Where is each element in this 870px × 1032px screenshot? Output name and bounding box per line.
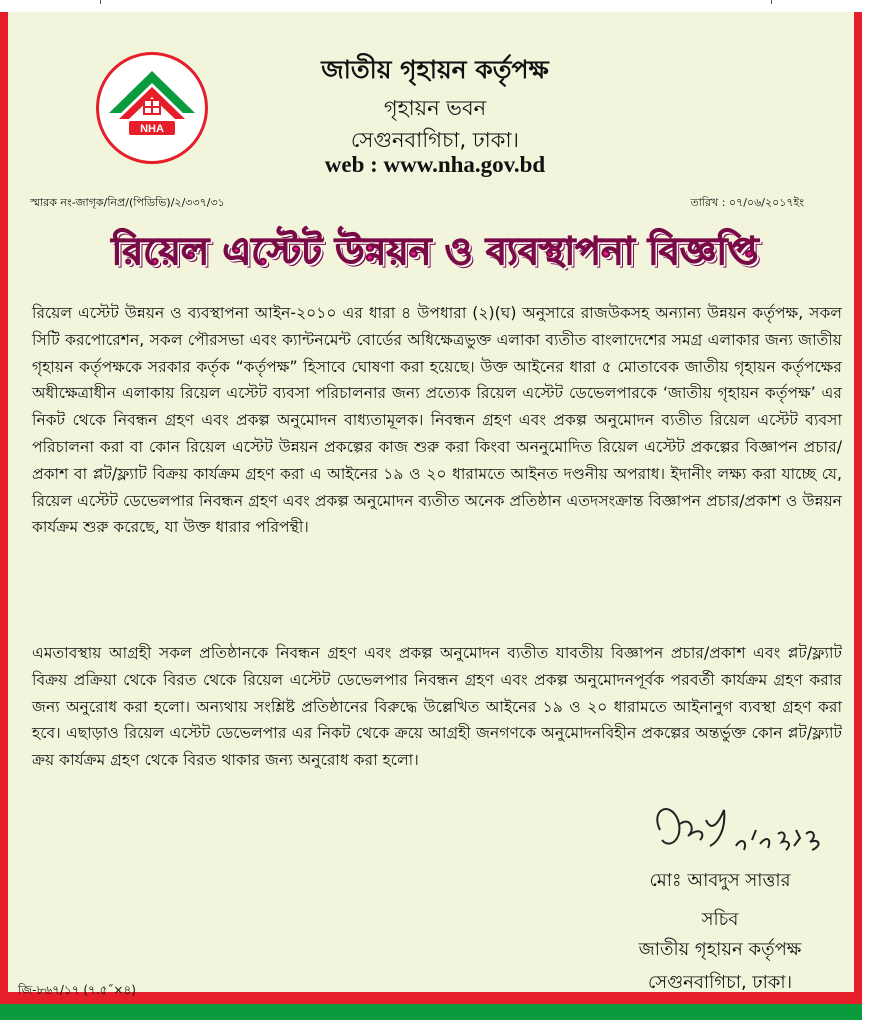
notice-title: রিয়েল এস্টেট উন্নয়ন ও ব্যবস্থাপনা বিজ্ঞপ্তি: [111, 229, 759, 273]
clip-mark-left: [100, 0, 109, 4]
house-logo-icon: [99, 55, 205, 161]
top-clip-area: [0, 0, 870, 12]
paragraph-2: এমতাবস্থায় আগ্রহী সকল প্রতিষ্ঠানকে নিবন্ধন গ্রহণ এবং প্রকল্প অনুমোদন ব্যতীত যাবতীয় বিজ্ঞাপন প্রচার/প্রকাশ এবং প্লট/ফ্ল্যাট বিক্রয় প্রক্রিয়া থেকে বিরত থেকে রিয়েল এস্টেট ডেভেলপার নিবন্ধন গ্রহণ এবং প্রকল্প অনুমোদনপূর্বক পরবর্তী কার্যক্রম গ্রহণ করার জন্য অনুরোধ করা হলো। অন্যথায় সংশ্লিষ্ট প্রতিষ্ঠানের বিরুদ্ধে উল্লেখিত আইনের ১৯ ও ২০ ধারামতে আইনানুগ ব্যবস্থা গ্রহণ করা হবে। এছাড়াও রিয়েল এস্টেট ডেভেলপার এর নিকট থেকে ক্রয়ে আগ্রহী জনগণকে অনুমোদনবিহীন প্রকল্পের অন্তর্ভুক্ত কোন প্লট/ফ্ল্যাট ক্রয় কার্যক্রম গ্রহণ থেকে বিরত থাকার জন্য অনুরোধ করা হলো।: [32, 644, 842, 770]
ad-code: জি-৮৬৭/১৭ (৭.৫˝×৪): [18, 983, 136, 997]
signer-name: মোঃ আবদুস সাত্তার: [649, 870, 791, 891]
signer-location: সেগুনবাগিচা, ঢাকা।: [647, 972, 793, 993]
handwritten-signature: [640, 790, 840, 870]
clip-mark-right: [771, 0, 780, 4]
paragraph-1: রিয়েল এস্টেট উন্নয়ন ও ব্যবস্থাপনা আইন-২০১০ এর ধারা ৪ উপধারা (২)(ঘ) অনুসারে রাজউকসহ অন্যান্য উন্নয়ন কর্তৃপক্ষ, সকল সিটি করপোরেশন, সকল পৌরসভা এবং ক্যান্টনমেন্ট বোর্ডের অধিক্ষেত্রভুক্ত এলাকা ব্যতীত বাংলাদেশের সমগ্র এলাকার জন্য জাতীয় গৃহায়ন কর্তৃপক্ষকে সরকার কর্তৃক “কর্তৃপক্ষ” হিসাবে ঘোষণা করা হয়েছে। উক্ত আইনের ধারা ৫ মোতাবেক জাতীয় গৃহায়ন কর্তৃপক্ষের অধীক্ষেত্রাধীন এলাকায় রিয়েল এস্টেট ব্যবসা পরিচালনার জন্য প্রত্যেক রিয়েল এস্টেট ডেভেলপারকে ‘জাতীয় গৃহায়ন কর্তৃপক্ষ’ এর নিকট থেকে নিবন্ধন গ্রহণ এবং প্রকল্প অনুমোদন বাধ্যতামূলক। নিবন্ধন গ্রহণ এবং প্রকল্প অনুমোদন ব্যতীত রিয়েল এস্টেট ব্যবসা পরিচালনা করা বা কোন রিয়েল এস্টেট উন্নয়ন প্রকল্পের কাজ শুরু করা কিংবা অননুমোদিত রিয়েল এস্টেট প্রকল্পের বিজ্ঞাপন প্রচার/প্রকাশ বা প্লট/ফ্ল্যাট বিক্রয় কার্যক্রম গ্রহণ করা এ আইনের ১৯ ও ২০ ধারামতে আইনত দণ্ডনীয় অপরাধ। ইদানীং লক্ষ্য করা যাচ্ছে যে, রিয়েল এস্টেট ডেভেলপার নিবন্ধন গ্রহণ এবং প্রকল্প অনুমোদন ব্যতীত অনেক প্রতিষ্ঠান এতদসংক্রান্ত বিজ্ঞাপন প্রচার/প্রকাশ ও উন্নয়ন কার্যক্রম শুরু করেছে, যা উক্ত ধারার পরিপন্থী।: [32, 304, 842, 537]
memo-number: স্মারক নং-জাগৃক/নিপ্র/(পিডিভি)/২/৩৩৭/৩১: [30, 196, 225, 209]
signature-scribble: [640, 790, 840, 870]
signer-designation: সচিব: [701, 909, 739, 930]
green-bottom-bar: [0, 1004, 862, 1020]
nha-logo: [96, 52, 208, 164]
notice-date: তারিখ : ০৭/০৬/২০১৭ইং: [690, 196, 804, 209]
building-name: গৃহায়ন ভবন: [383, 96, 487, 120]
address: সেগুনবাগিচা, ঢাকা।: [350, 128, 520, 152]
bottom-strip: [0, 1020, 870, 1032]
signer-organization: জাতীয় গৃহায়ন কর্তৃপক্ষ: [638, 939, 802, 960]
logo-text: NHA: [140, 123, 164, 135]
org-name: জাতীয় গৃহায়ন কর্তৃপক্ষ: [321, 55, 549, 84]
website: web : www.nha.gov.bd: [324, 152, 546, 177]
